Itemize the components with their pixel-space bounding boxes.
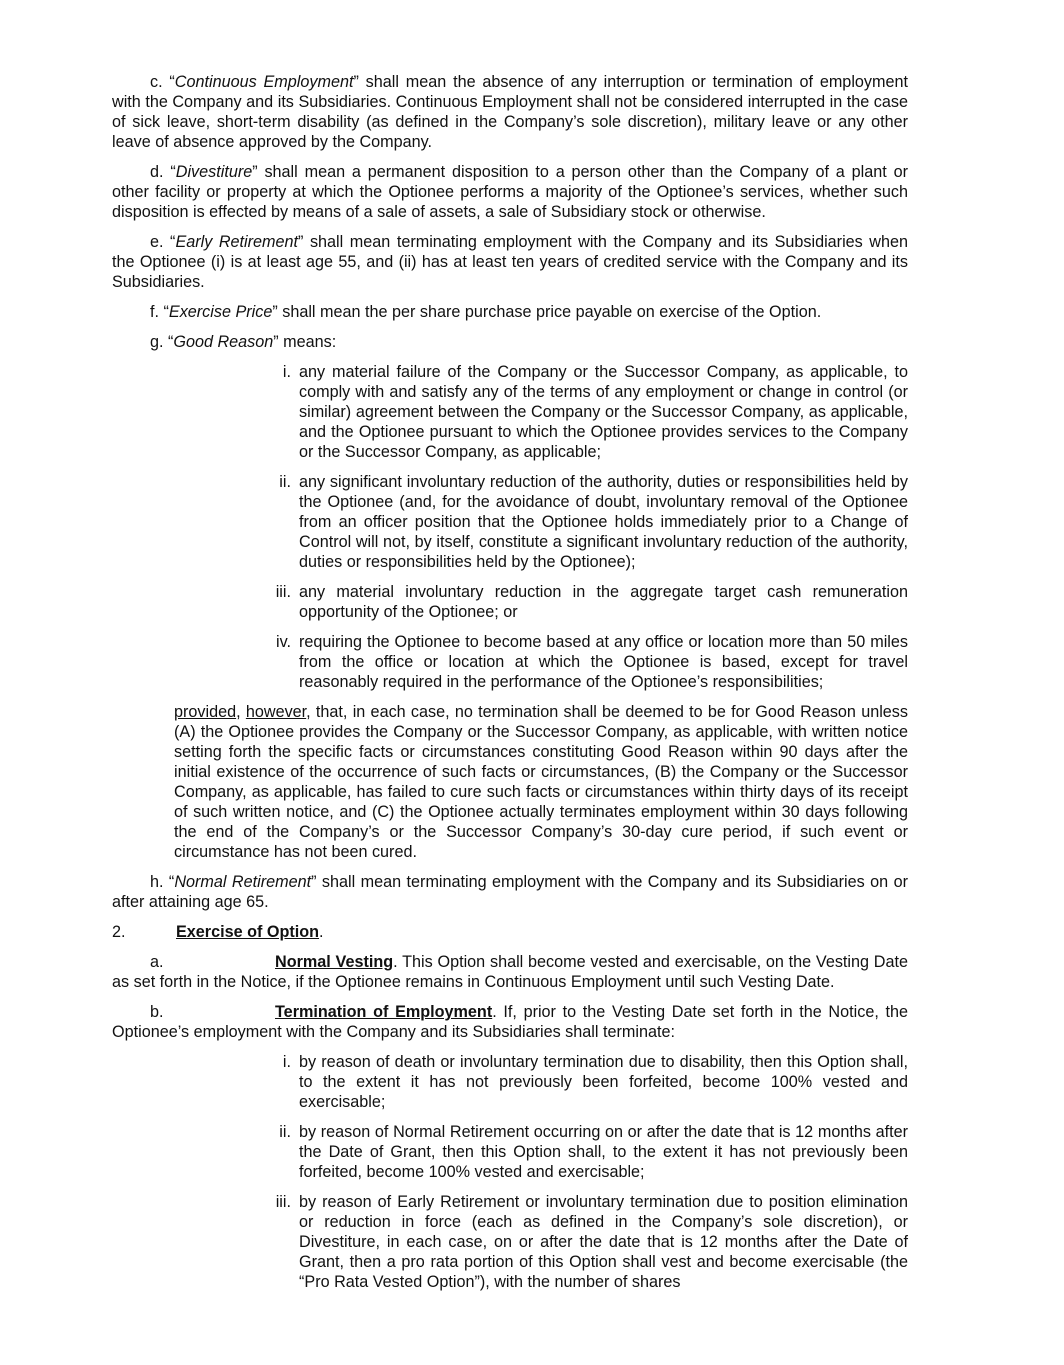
- defined-term: Normal Retirement: [174, 873, 312, 891]
- section-2b-termination: b. Termination of Employment. If, prior to the Vesting Date set forth in the Notice, the Optionee’s employment with the Company and its Subsidiaries shall terminate:: [112, 1003, 908, 1041]
- definition-early-retirement: e. “Early Retirement” shall mean terminating employment with the Company and its Subsidiaries when the Optionee (i) is at least age 55, and (ii) has at least ten years of credited service with the Company and its Subsidiaries.: [112, 233, 908, 291]
- section-2-heading: 2. Exercise of Option.: [112, 923, 324, 941]
- list-item: i. any material failure of the Company or the Successor Company, as applicable, to comply with and satisfy any of the terms of any employment or change in control (or similar) agreement between the Company or the Successor Company, as applicable, and the Optionee pursuant to which the Optionee provides services to the Company or the Successor Company, as applicable;: [282, 363, 908, 461]
- definition-exercise-price: f. “Exercise Price” shall mean the per share purchase price payable on exercise of the Option.: [150, 303, 822, 321]
- good-reason-list: [112, 362, 908, 692]
- definition-divestiture: d. “Divestiture” shall mean a permanent disposition to a person other than the Company of a plant or other facility or property at which the Optionee performs a majority of the Optionee’s services, whether such disposition is effected by means of a sale of assets, a sale of Subsidiary stock or otherwise.: [112, 163, 908, 221]
- list-item: i. by reason of death or involuntary termination due to disability, then this Option shall, to the extent it has not previously been forfeited, become 100% vested and exercisable;: [282, 1053, 908, 1111]
- list-item: ii. by reason of Normal Retirement occurring on or after the date that is 12 months after the Date of Grant, then this Option shall, to the extent it has not previously been forfeited, become 100% vested and exercisable;: [279, 1123, 908, 1181]
- defined-term: Early Retirement: [175, 233, 299, 251]
- defined-term: Exercise Price: [168, 303, 273, 321]
- definition-continuous-employment: c. “Continuous Employment” shall mean the absence of any interruption or termination of employment with the Company and its Subsidiaries. Continuous Employment shall not be considered interrupted in the case of sick leave, short-term disability (as defined in the Company’s sole discretion), military leave or any other leave of absence approved by the Company.: [112, 73, 908, 151]
- good-reason-proviso: provided, however, that, in each case, no termination shall be deemed to be for Good Reason unless (A) the Optionee provides the Company or the Successor Company, as applicable, with written notice setting forth the specific facts or circumstances constituting Good Reason within 90 days after the initial existence of the occurrence of such facts or circumstances, (B) the Company or the Successor Company, as applicable, has failed to cure such facts or circumstances within thirty days of its receipt of such written notice, and (C) the Optionee actually terminates employment within 30 days following the end of the Company’s or the Successor Company’s 30-day cure period, if such event or circumstance has not been cured.: [174, 703, 908, 861]
- definition-good-reason: g. “Good Reason” means:: [150, 333, 337, 351]
- definition-normal-retirement: h. “Normal Retirement” shall mean terminating employment with the Company and its Subsidiaries on or after attaining age 65.: [112, 873, 908, 911]
- defined-term: Continuous Employment: [174, 73, 354, 91]
- list-item: ii. any significant involuntary reduction of the authority, duties or responsibilities held by the Optionee (and, for the avoidance of doubt, involuntary removal of the Optionee from an officer position that the Optionee holds immediately prior to a Change of Control will not, by itself, constitute a significant involuntary reduction of the authority, duties or responsibilities held by the Optionee);: [279, 473, 908, 571]
- termination-list: [112, 1052, 908, 1292]
- defined-term: Good Reason: [173, 333, 274, 351]
- defined-term: Divestiture: [175, 163, 253, 181]
- document-page: [112, 72, 908, 1302]
- list-item: iii. by reason of Early Retirement or involuntary termination due to position elimination or reduction in force (each as defined in the Company’s sole discretion), or Divestiture, in each case, on or after the date that is 12 months after the Date of Grant, then a pro rata portion of this Option shall vest and become exercisable (the “Pro Rata Vested Option”), with the number of shares: [275, 1193, 908, 1291]
- list-item: iii. any material involuntary reduction in the aggregate target cash remuneration opportunity of the Optionee; or: [275, 583, 908, 621]
- section-2a-normal-vesting: a. Normal Vesting. This Option shall become vested and exercisable, on the Vesting Date as set forth in the Notice, if the Optionee remains in Continuous Employment until such Vesting Date.: [112, 953, 908, 991]
- list-item: iv. requiring the Optionee to become based at any office or location more than 50 miles from the office or location at which the Optionee is based, except for travel reasonably required in the performance of the Optionee’s responsibilities;: [276, 633, 908, 691]
